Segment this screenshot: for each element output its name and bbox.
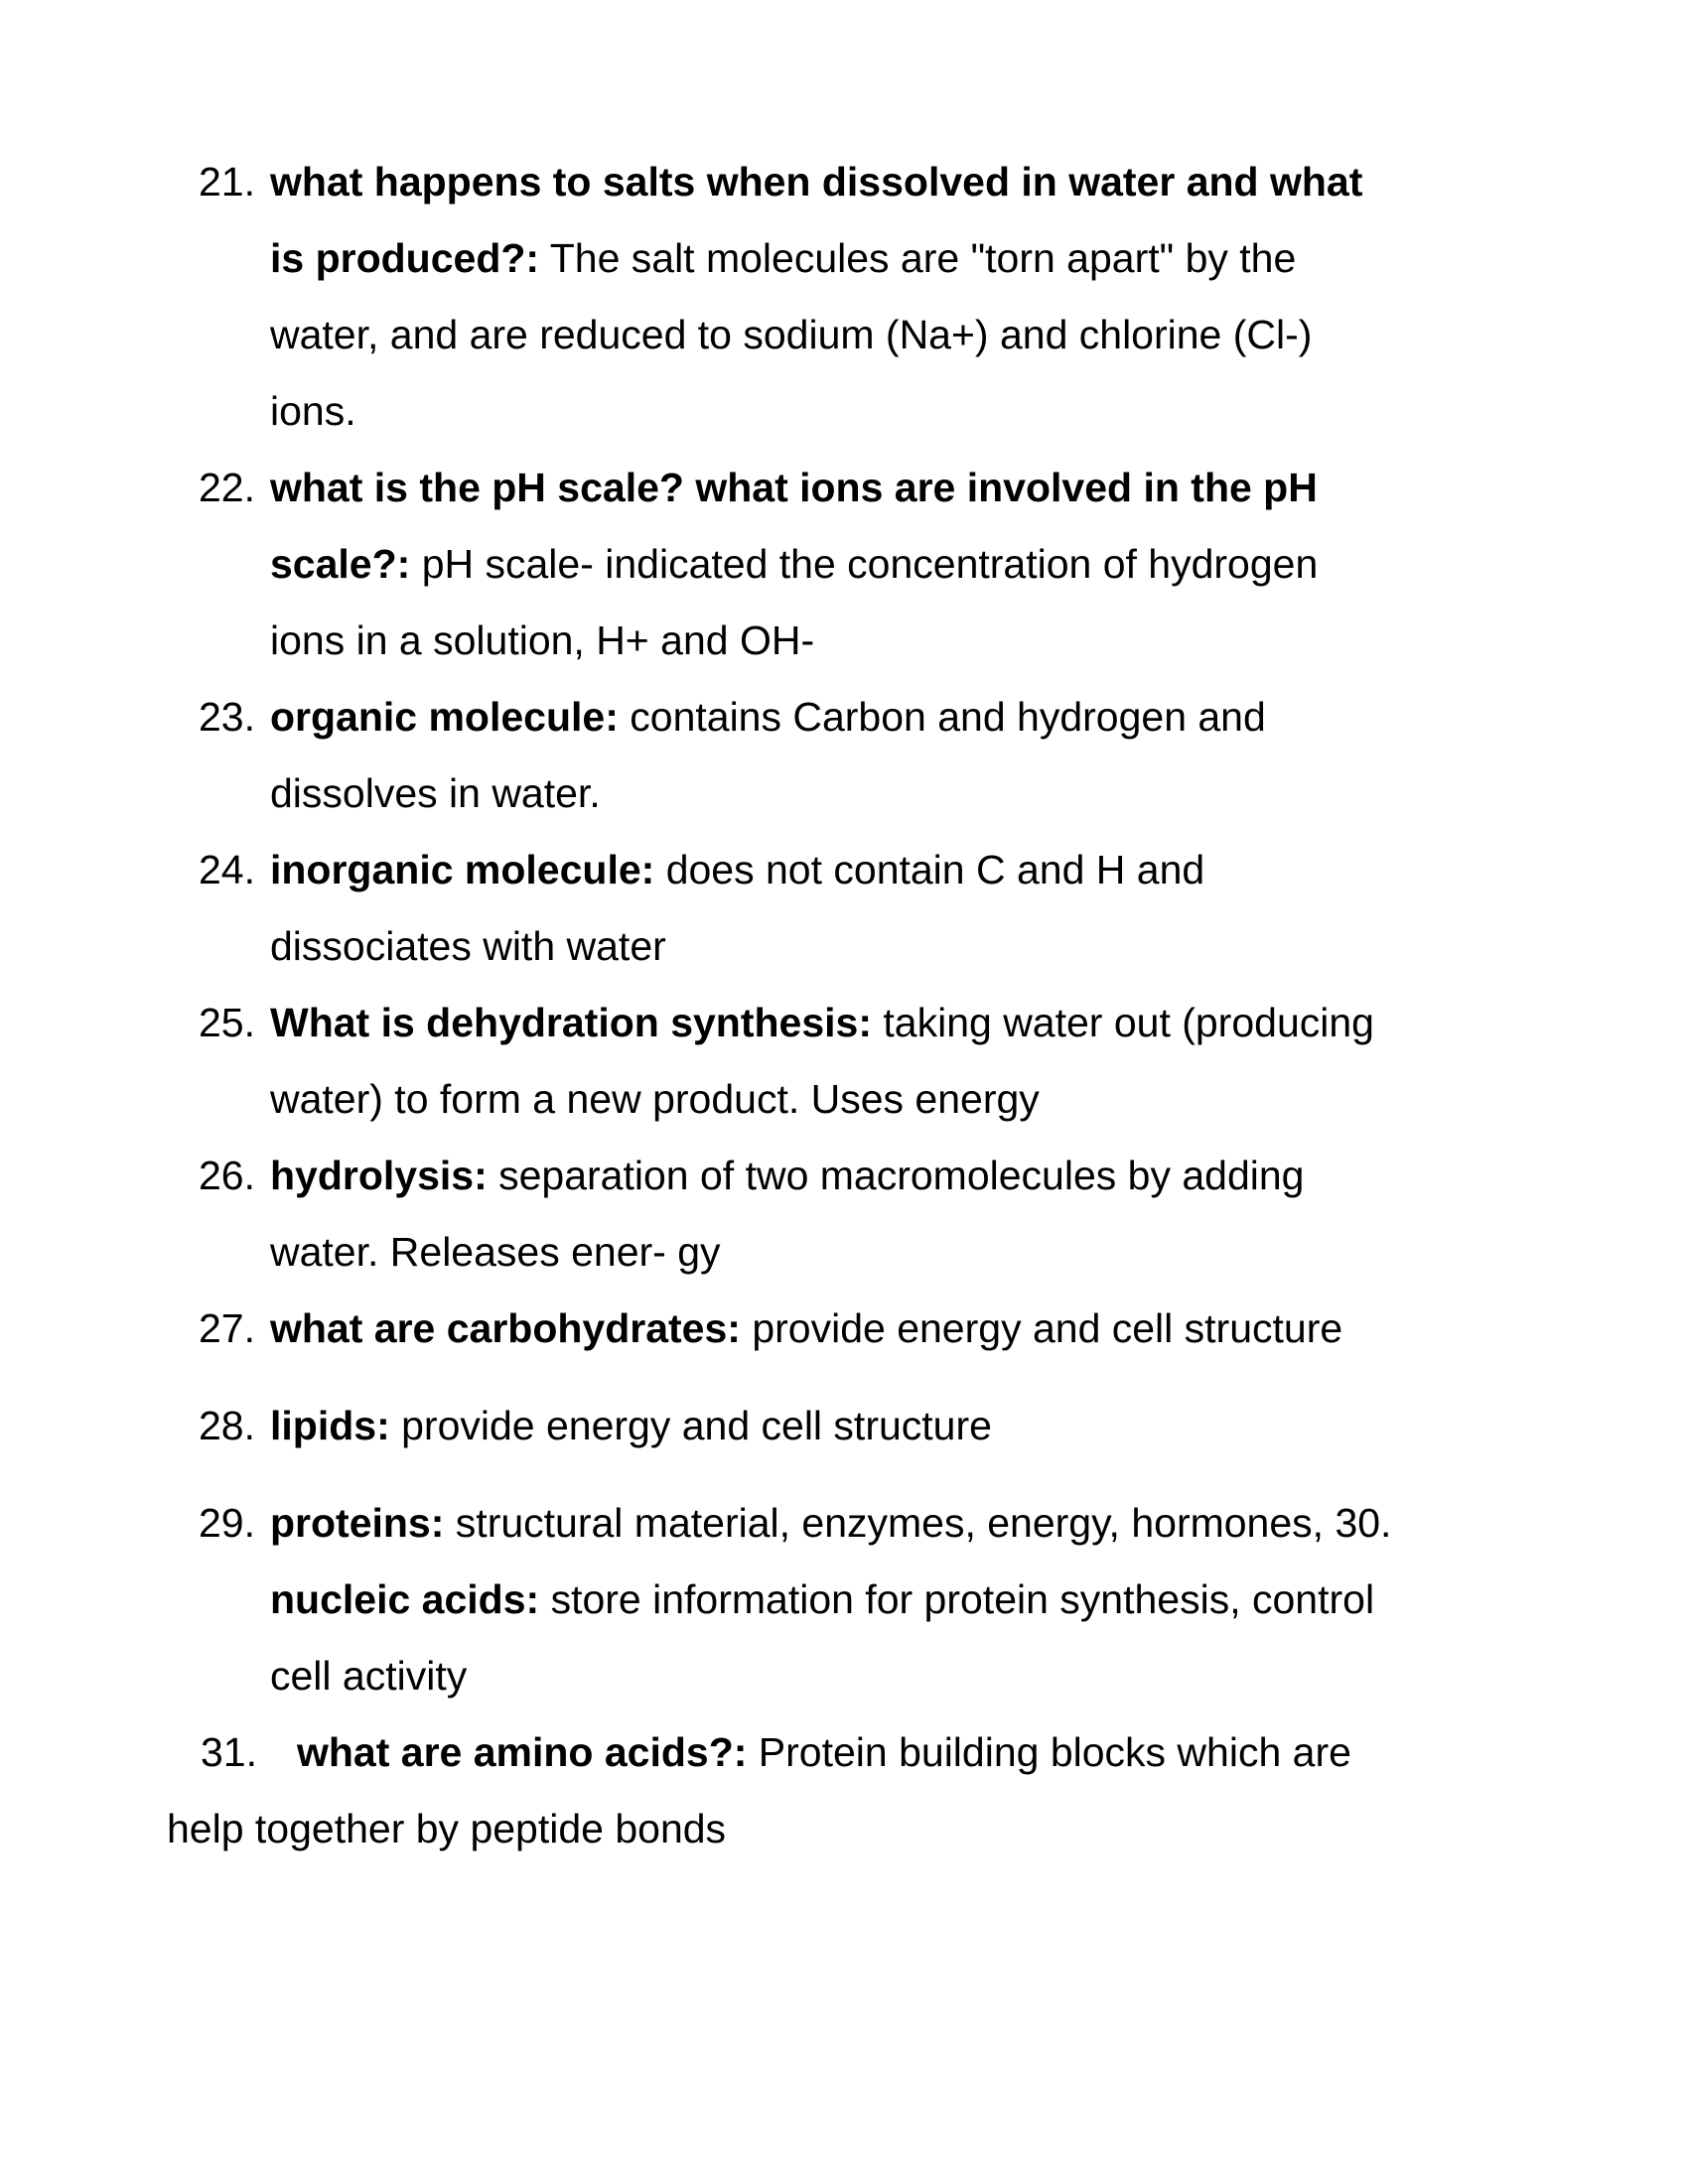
definition-text: separation of two macromolecules by adding: [487, 1153, 1305, 1198]
text-line: [270, 526, 1539, 603]
item-number: 24.: [199, 847, 255, 892]
term-text: is produced?:: [270, 235, 540, 281]
text-line: [270, 1291, 1539, 1367]
text-line: [270, 1485, 1539, 1562]
text-line: [270, 450, 1539, 526]
term-text: organic molecule:: [270, 694, 619, 740]
term-text: proteins:: [270, 1500, 445, 1546]
definition-text: provide energy and cell structure: [740, 1305, 1343, 1351]
definition-text: pH scale- indicated the concentration of hydrogen: [410, 541, 1319, 587]
term-text: inorganic molecule:: [270, 847, 655, 892]
definition-text: provide energy and cell structure: [389, 1403, 992, 1448]
text-line: [270, 1388, 1539, 1464]
list-item-31: [167, 1714, 1539, 1867]
definition-text: The salt molecules are "torn apart" by the: [539, 235, 1297, 281]
text-line: [167, 1791, 1539, 1867]
list-item-25: [167, 985, 1539, 1138]
text-line: [270, 1562, 1539, 1638]
text-line: [270, 1638, 1539, 1714]
text-line: [270, 603, 1539, 679]
definition-text: help together by peptide bonds: [167, 1806, 727, 1851]
item-number: 25.: [199, 1000, 255, 1045]
item-number: 28.: [199, 1403, 255, 1448]
term-text: what are amino acids?:: [297, 1729, 748, 1775]
definition-text: water, and are reduced to sodium (Na+) and chlorine (Cl-): [270, 312, 1313, 357]
definition-text: ions in a solution, H+ and OH-: [270, 617, 815, 663]
definition-text: ions.: [270, 388, 356, 434]
text-line: [270, 908, 1539, 985]
term-text: nucleic acids:: [270, 1576, 540, 1622]
term-text: What is dehydration synthesis:: [270, 1000, 872, 1045]
text-line: [167, 1714, 1539, 1791]
text-line: [270, 1061, 1539, 1138]
list-item-27: [167, 1291, 1539, 1367]
item-number: 23.: [199, 694, 255, 740]
text-line: [270, 144, 1539, 220]
text-line: [270, 297, 1539, 373]
term-text: hydrolysis:: [270, 1153, 488, 1198]
definition-text: Protein building blocks which are: [747, 1729, 1351, 1775]
definition-text: taking water out (producing: [872, 1000, 1374, 1045]
flashcard-list: [167, 144, 1539, 1867]
item-number: 31.: [201, 1729, 257, 1775]
item-number: 29.: [199, 1500, 255, 1546]
text-line: [270, 1214, 1539, 1291]
list-item-29: [167, 1485, 1539, 1714]
definition-text: water. Releases ener- gy: [270, 1229, 721, 1275]
term-text: what is the pH scale? what ions are involved in the pH: [270, 465, 1318, 510]
term-text: scale?:: [270, 541, 411, 587]
text-line: [270, 985, 1539, 1061]
definition-text: dissociates with water: [270, 923, 666, 969]
definition-text: cell activity: [270, 1653, 468, 1699]
list-item-21: [167, 144, 1539, 450]
list-item-26: [167, 1138, 1539, 1291]
definition-text: does not contain C and H and: [654, 847, 1205, 892]
list-item-24: [167, 832, 1539, 985]
definition-text: dissolves in water.: [270, 770, 601, 816]
text-line: [270, 832, 1539, 908]
definition-text: water) to form a new product. Uses energy: [270, 1076, 1040, 1122]
text-line: [270, 755, 1539, 832]
term-text: what happens to salts when dissolved in water and what: [270, 159, 1363, 205]
list-item-28: [167, 1388, 1539, 1464]
text-line: [270, 220, 1539, 297]
term-text: what are carbohydrates:: [270, 1305, 741, 1351]
term-text: lipids:: [270, 1403, 390, 1448]
item-number: 27.: [199, 1305, 255, 1351]
text-line: [270, 373, 1539, 450]
text-line: [270, 1138, 1539, 1214]
item-number: 22.: [199, 465, 255, 510]
definition-text: structural material, enzymes, energy, hormones, 30.: [444, 1500, 1392, 1546]
item-number: 26.: [199, 1153, 255, 1198]
list-item-22: [167, 450, 1539, 679]
item-number: 21.: [199, 159, 255, 205]
list-item-23: [167, 679, 1539, 832]
text-line: [270, 679, 1539, 755]
definition-text: contains Carbon and hydrogen and: [618, 694, 1266, 740]
definition-text: store information for protein synthesis, control: [539, 1576, 1375, 1622]
